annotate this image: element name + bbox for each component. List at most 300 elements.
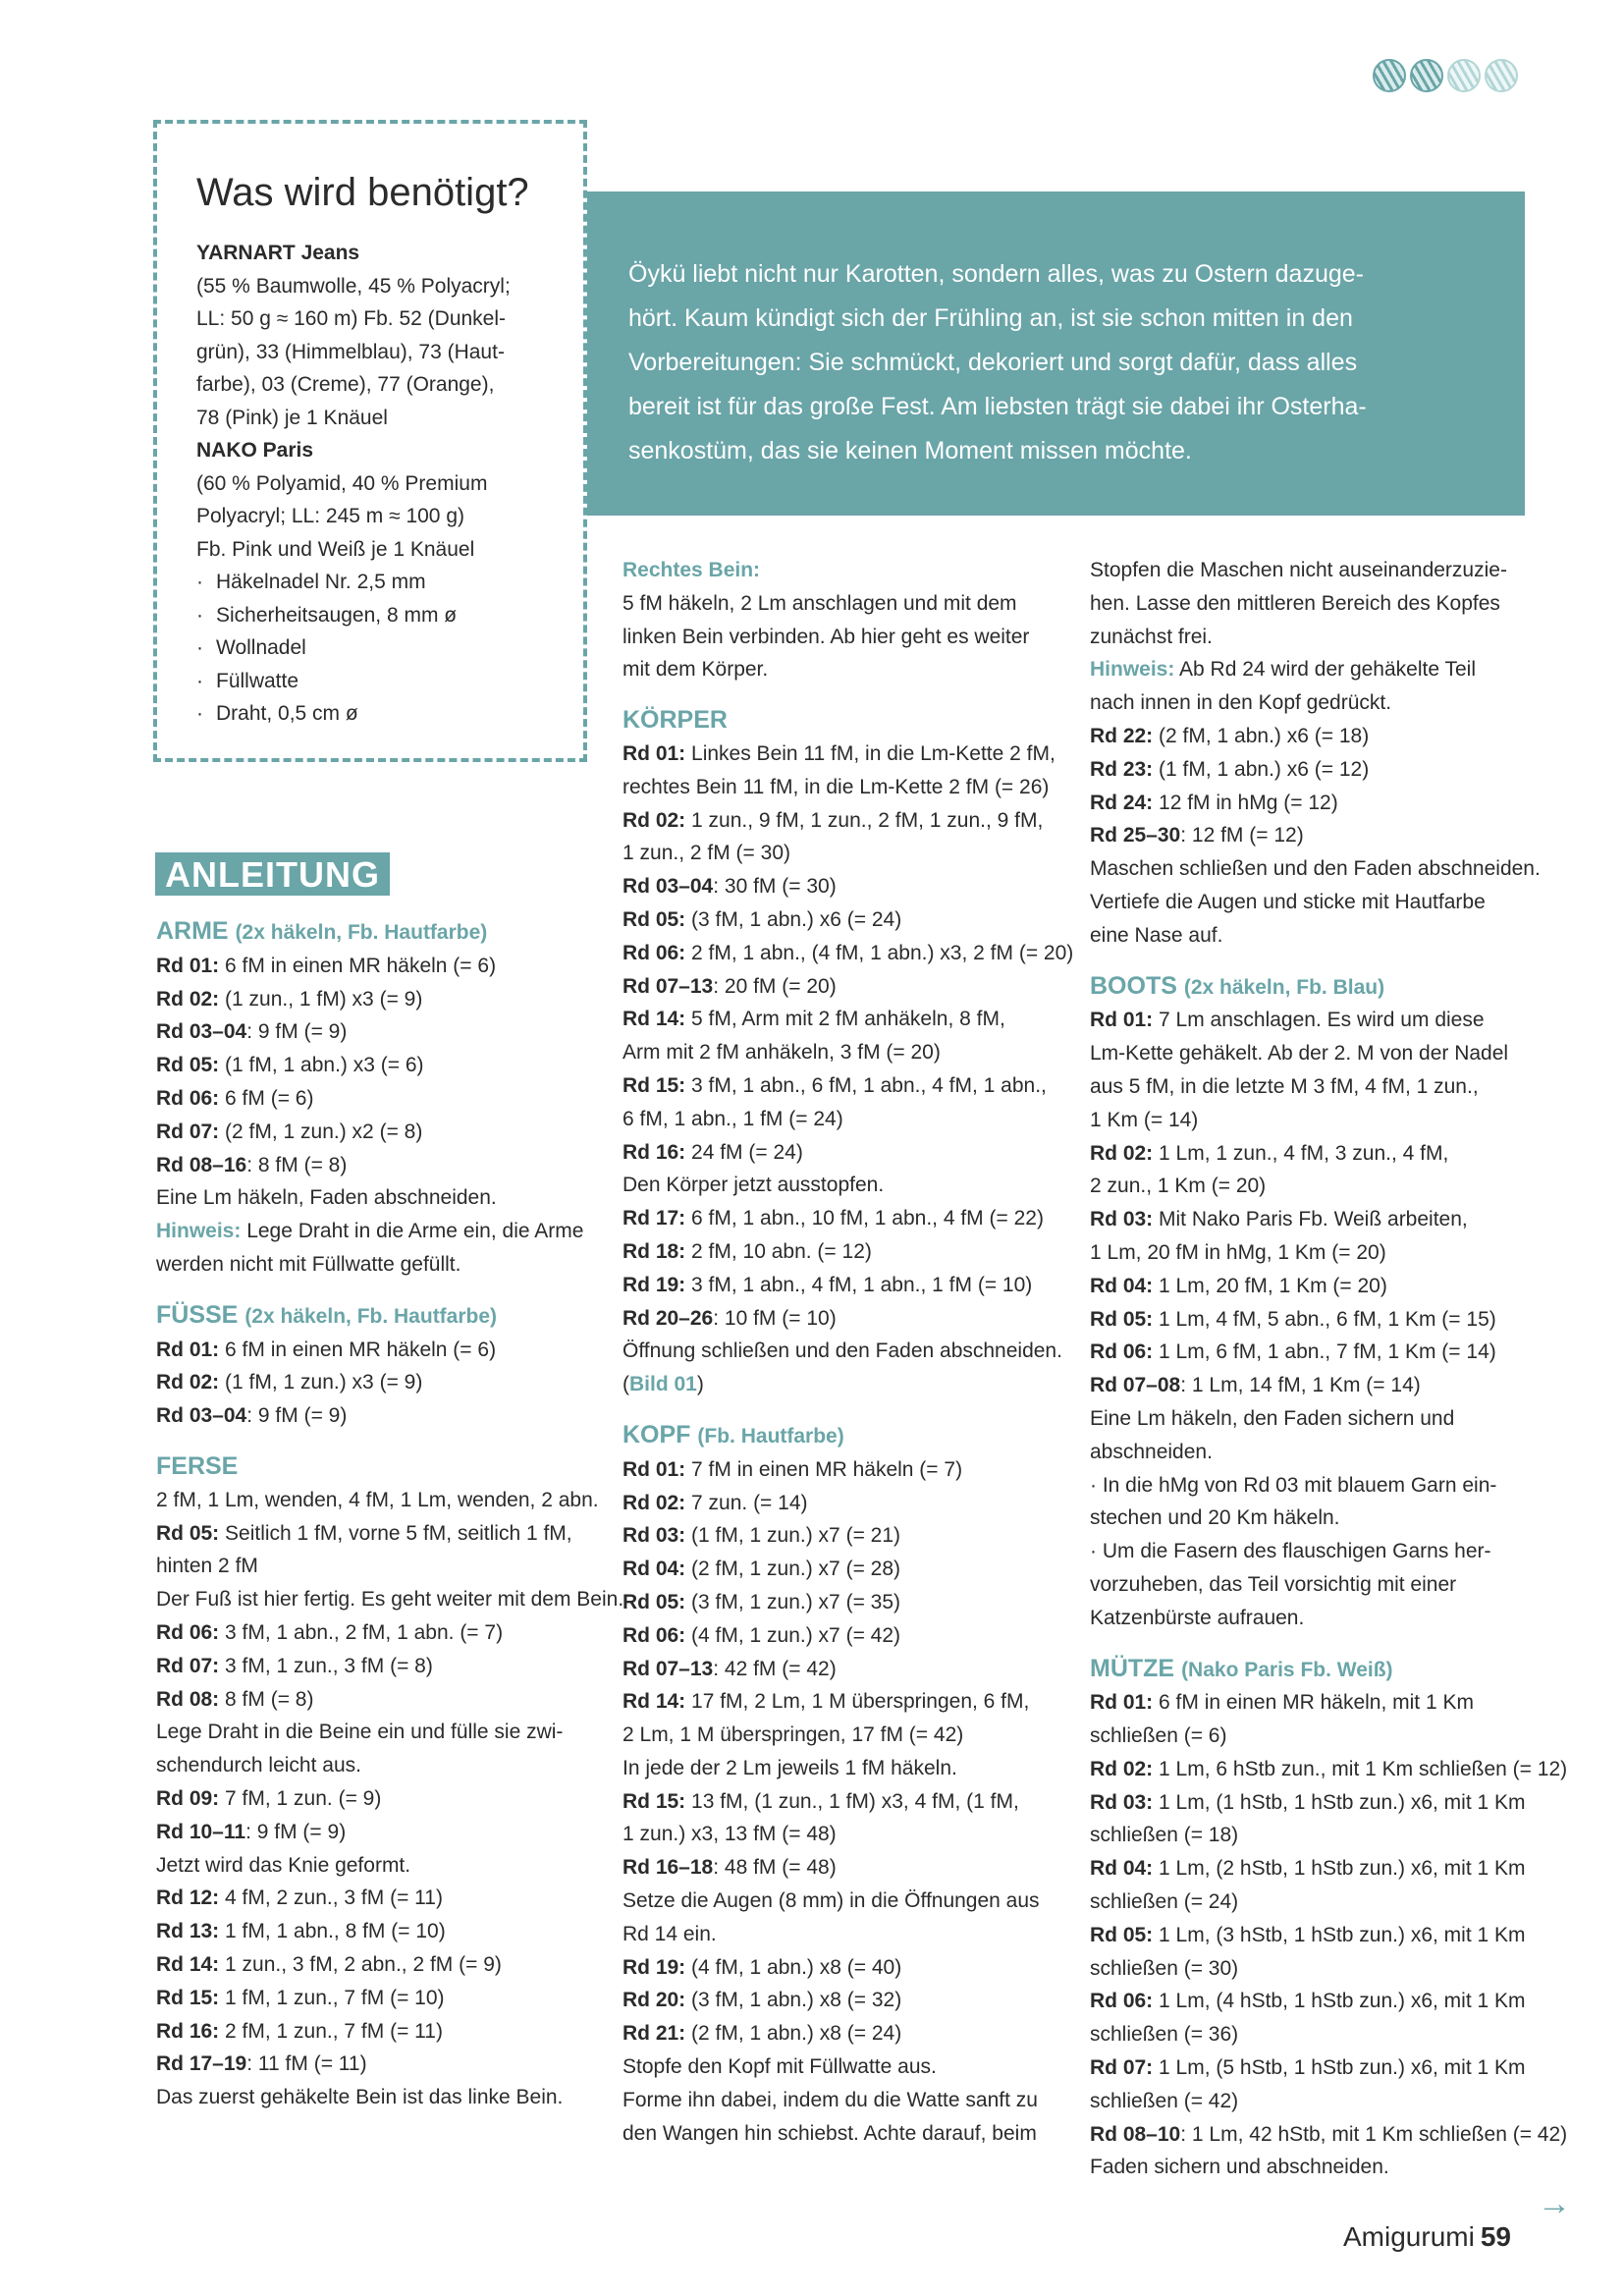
yarn2-line: Fb. Pink und Weiß je 1 Knäuel: [196, 537, 475, 561]
round-label: Rd 15:: [623, 1789, 686, 1813]
instruction-line: [623, 771, 1055, 804]
round-label: Rd 01:: [156, 1338, 220, 1361]
instruction-text: Den Körper jetzt ausstopfen.: [623, 1174, 885, 1197]
heading-label: KOPF: [623, 1420, 691, 1449]
round-text: 6 fM in einen MR häkeln (= 6): [219, 1338, 497, 1361]
instruction-line: [1090, 1952, 1532, 1986]
round-label: Rd 03:: [623, 1524, 686, 1548]
round-label: Rd 03–04: [623, 875, 714, 899]
round-text: (4 fM, 1 zun.) x7 (= 42): [685, 1623, 901, 1647]
yarn1-line: farbe), 03 (Creme), 77 (Orange),: [196, 373, 495, 396]
round-label: Rd 05:: [156, 1054, 220, 1077]
instruction-text: schließen (= 24): [1090, 1890, 1239, 1914]
heading-sub: (Fb. Hautfarbe): [697, 1424, 844, 1448]
instruction-line: [623, 554, 1055, 587]
instruction-line: [1090, 554, 1532, 587]
tools-list: [196, 566, 554, 731]
instruction-line: [1090, 2085, 1532, 2118]
instruction-text: 1 zun.) x3, 13 fM (= 48): [623, 1823, 837, 1846]
round-text: 7 fM, 1 zun. (= 9): [219, 1786, 382, 1810]
instruction-text: Vertiefe die Augen und sticke mit Hautfarbe: [1090, 890, 1486, 913]
instruction-text: Eine Lm häkeln, Faden abschneiden.: [156, 1186, 497, 1210]
instruction-text: 1 Km (= 14): [1090, 1108, 1199, 1131]
instruction-text: schließen (= 30): [1090, 1956, 1239, 1980]
round-text: 24 fM (= 24): [685, 1140, 803, 1164]
round-label: Rd 04:: [1090, 1857, 1154, 1881]
instruction-line: [1090, 1070, 1532, 1104]
instruction-text: linken Bein verbinden. Ab hier geht es weiter: [623, 625, 1030, 648]
intro-line: Vorbereitungen: Sie schmückt, dekoriert und sorgt dafür, dass alles: [628, 349, 1358, 376]
round-label: Rd 01:: [623, 741, 686, 765]
round-text: 17 fM, 2 Lm, 1 M überspringen, 6 fM,: [685, 1690, 1030, 1714]
round-label: Rd 01:: [1090, 1009, 1154, 1032]
spacer: [623, 1401, 1055, 1419]
round-text: 3 fM, 1 abn., 2 fM, 1 abn. (= 7): [219, 1620, 504, 1644]
instruction-text: Der Fuß ist hier fertig. Es geht weiter mit dem Bein.: [156, 1588, 624, 1612]
instruction-line: [156, 1583, 624, 1616]
instruction-line: [1090, 2151, 1532, 2184]
instruction-line: [623, 1202, 1055, 1235]
subheading: Rechtes Bein:: [623, 559, 761, 581]
round-text: 1 Lm, 4 fM, 5 abn., 6 fM, 1 Km (= 15): [1153, 1307, 1496, 1331]
instruction-text: Lege Draht in die Beine ein und fülle sie zwi-: [156, 1721, 564, 1744]
section-heading: [156, 1299, 588, 1334]
instruction-text: Eine Lm häkeln, den Faden sichern und: [1090, 1406, 1455, 1430]
instruction-text: Lm-Kette gehäkelt. Ab der 2. M von der Nadel: [1090, 1042, 1509, 1066]
round-text: 1 zun., 9 fM, 1 zun., 2 fM, 1 zun., 9 fM,: [685, 808, 1044, 832]
round-text: 1 Lm, (2 hStb, 1 hStb zun.) x6, mit 1 Km: [1153, 1857, 1526, 1881]
round-label: Rd 06:: [156, 1620, 220, 1644]
instruction-line: [623, 1553, 1055, 1586]
instruction-line: [623, 1335, 1062, 1368]
round-text: (3 fM, 1 zun.) x7 (= 35): [685, 1590, 901, 1613]
instruction-line: [623, 1951, 1055, 1985]
instruction-text: hinten 2 fM: [156, 1555, 258, 1578]
instruction-line: [156, 1215, 588, 1248]
instruction-line: [156, 1915, 588, 1948]
instruction-line: [623, 1851, 1055, 1885]
round-text: 1 zun., 3 fM, 2 abn., 2 fM (= 9): [219, 1952, 502, 1976]
instruction-line: [1090, 587, 1532, 621]
round-label: Rd 17:: [623, 1207, 686, 1230]
heading-label: KÖRPER: [623, 706, 728, 735]
spacer: [1090, 953, 1532, 970]
round-text: (3 fM, 1 abn.) x8 (= 32): [685, 1989, 902, 2012]
instruction-text: nach innen in den Kopf gedrückt.: [1090, 691, 1392, 715]
round-label: Rd 05:: [623, 1590, 686, 1613]
round-text: (1 fM, 1 abn.) x6 (= 12): [1153, 757, 1370, 781]
instruction-line: [623, 738, 1055, 771]
round-label: Rd 07:: [156, 1120, 220, 1143]
round-label: Rd 23:: [1090, 757, 1154, 781]
instruction-line: [1090, 919, 1532, 953]
instruction-line: [1090, 1819, 1532, 1852]
round-text: (4 fM, 1 abn.) x8 (= 40): [685, 1955, 902, 1979]
instruction-line: [156, 1334, 588, 1367]
yarn1-line: 78 (Pink) je 1 Knäuel: [196, 406, 388, 429]
instruction-text: zunächst frei.: [1090, 625, 1213, 648]
intro-line: hört. Kaum kündigt sich der Frühling an, ist sie schon mitten in den: [628, 304, 1353, 332]
instruction-text: mit dem Körper.: [623, 658, 769, 682]
instruction-line: [1090, 1402, 1532, 1436]
instruction-line: [1090, 1203, 1532, 1236]
instruction-line: [623, 1302, 1055, 1336]
round-text: 7 fM in einen MR häkeln (= 7): [685, 1457, 963, 1481]
tool-item: · Sicherheitsaugen, 8 mm ø: [196, 599, 554, 632]
round-label: Rd 07–08: [1090, 1374, 1181, 1397]
round-label: Rd 08–16: [156, 1153, 247, 1176]
round-label: Rd 19:: [623, 1955, 686, 1979]
round-text: : 30 fM (= 30): [713, 875, 837, 899]
round-label: Rd 14:: [156, 1952, 220, 1976]
instruction-text: Stopfe den Kopf mit Füllwatte aus.: [623, 2055, 937, 2079]
round-label: Rd 04:: [1090, 1274, 1154, 1297]
round-label: Rd 08–10: [1090, 2122, 1181, 2146]
arrow-right-icon: →: [1538, 2185, 1571, 2222]
round-label: Rd 08:: [156, 1687, 220, 1711]
instruction-text: aus 5 fM, in die letzte M 3 fM, 4 fM, 1 zun.,: [1090, 1074, 1479, 1098]
instruction-line: [623, 903, 1055, 937]
round-text: : 8 fM (= 8): [246, 1153, 348, 1176]
instruction-text: Setze die Augen (8 mm) in die Öffnungen aus: [623, 1889, 1040, 1913]
round-text: 3 fM, 1 abn., 6 fM, 1 abn., 4 fM, 1 abn.,: [685, 1073, 1047, 1097]
round-text: : 1 Lm, 42 hStb, mit 1 Km schließen (= 42): [1180, 2122, 1568, 2146]
round-text: (2 fM, 1 abn.) x6 (= 18): [1153, 724, 1370, 747]
round-label: Rd 10–11: [156, 1820, 246, 1843]
round-label: Rd 06:: [1090, 1990, 1154, 2013]
instruction-line: [623, 1719, 1055, 1752]
instruction-line: [1090, 1170, 1532, 1203]
round-text: 1 Lm, (4 hStb, 1 hStb zun.) x6, mit 1 Km: [1153, 1990, 1526, 2013]
instruction-text: den Wangen hin schiebst. Achte darauf, beim: [623, 2121, 1037, 2145]
yarn-ball-icon: [1410, 59, 1443, 92]
instruction-line: [623, 1235, 1055, 1269]
heading-sub: (2x häkeln, Fb. Hautfarbe): [244, 1304, 498, 1328]
instruction-text: vorzuheben, das Teil vorsichtig mit einer: [1090, 1572, 1457, 1596]
intro-line: bereit ist für das große Fest. Am liebsten trägt sie dabei ihr Osterha-: [628, 393, 1367, 420]
instruction-line: [156, 1550, 588, 1583]
round-label: Rd 14:: [623, 1690, 686, 1714]
round-text: : 12 fM (= 12): [1180, 824, 1304, 847]
image-ref: Bild 01: [629, 1373, 697, 1396]
round-label: Rd 01:: [1090, 1691, 1154, 1715]
instruction-text: schließen (= 18): [1090, 1824, 1239, 1847]
round-text: 13 fM, (1 zun., 1 fM) x3, 4 fM, (1 fM,: [685, 1789, 1019, 1813]
instruction-text: 2 fM, 1 Lm, wenden, 4 fM, 1 Lm, wenden, 2 abn.: [156, 1488, 599, 1511]
page-footer: [1343, 2221, 1511, 2253]
instruction-line: [623, 937, 1074, 970]
instruction-line: [156, 1248, 588, 1282]
instruction-line: [1090, 1919, 1532, 1952]
round-label: Rd 02:: [1090, 1757, 1154, 1780]
instruction-line: [623, 1136, 1055, 1170]
instruction-line: [1090, 686, 1532, 720]
yarn1-name: YARNART Jeans: [196, 242, 360, 264]
instruction-text: rechtes Bein 11 fM, in die Lm-Kette 2 fM (= 26): [623, 775, 1050, 798]
round-text: : 48 fM (= 48): [713, 1856, 837, 1880]
instruction-line: [623, 621, 1055, 654]
instruction-line: [1090, 819, 1532, 852]
round-text: (1 zun., 1 fM) x3 (= 9): [219, 987, 423, 1011]
instruction-line: [623, 1818, 1055, 1851]
instruction-text: eine Nase auf.: [1090, 923, 1223, 947]
section-heading: [156, 1450, 588, 1484]
round-text: Seitlich 1 fM, vorne 5 fM, seitlich 1 fM,: [219, 1521, 572, 1545]
yarn1-line: grün), 33 (Himmelblau), 73 (Haut-: [196, 340, 505, 363]
round-text: Mit Nako Paris Fb. Weiß arbeiten,: [1153, 1208, 1468, 1231]
instruction-text: · In die hMg von Rd 03 mit blauem Garn ein-: [1090, 1473, 1497, 1497]
yarn-ball-icon: [1447, 59, 1481, 92]
hint-label: Hinweis:: [1090, 658, 1175, 682]
instruction-line: [1090, 2018, 1532, 2051]
instruction-line: [156, 1015, 588, 1049]
round-label: Rd 02:: [156, 987, 220, 1011]
round-text: 3 fM, 1 zun., 3 fM (= 8): [219, 1654, 433, 1677]
instruction-text: Katzenbürste aufrauen.: [1090, 1606, 1305, 1629]
instruction-line: [623, 2117, 1055, 2151]
instruction-line: [1090, 1602, 1532, 1635]
instruction-line: [156, 1484, 599, 1517]
round-label: Rd 09:: [156, 1786, 220, 1810]
instruction-line: [1090, 1985, 1532, 2018]
round-text: : 20 fM (= 20): [713, 974, 837, 998]
section-heading: [156, 915, 588, 950]
round-text: 6 fM, 1 abn., 10 fM, 1 abn., 4 fM (= 22): [685, 1207, 1044, 1230]
round-text: 8 fM (= 8): [219, 1687, 314, 1711]
instruction-line: [623, 1685, 1055, 1719]
instruction-line: [1090, 1720, 1532, 1753]
instruction-line: [1090, 653, 1532, 686]
instruction-line: [623, 870, 1055, 903]
round-text: 6 fM in einen MR häkeln, mit 1 Km: [1153, 1691, 1474, 1715]
instruction-text: Maschen schließen und den Faden abschneiden.: [1090, 857, 1541, 881]
yarn-ball-icon: [1485, 59, 1518, 92]
round-label: Rd 05:: [156, 1521, 220, 1545]
section-title: ANLEITUNG: [155, 852, 390, 896]
round-label: Rd 14:: [623, 1008, 686, 1031]
round-text: 1 Lm, 6 hStb zun., mit 1 Km schließen (= 12): [1153, 1757, 1568, 1780]
round-label: Rd 03:: [1090, 1208, 1154, 1231]
round-label: Rd 05:: [1090, 1307, 1154, 1331]
instruction-line: [156, 1049, 588, 1082]
tool-item: · Füllwatte: [196, 665, 554, 698]
round-label: Rd 05:: [1090, 1923, 1154, 1946]
yarn1-line: LL: 50 g ≈ 160 m) Fb. 52 (Dunkel-: [196, 307, 507, 330]
round-label: Rd 15:: [623, 1073, 686, 1097]
instruction-text: 1 Lm, 20 fM in hMg, 1 Km (= 20): [1090, 1240, 1386, 1264]
instructions-column-2: [623, 554, 1074, 2150]
spacer: [1090, 1635, 1532, 1653]
round-label: Rd 06:: [1090, 1340, 1154, 1364]
round-text: (1 fM, 1 zun.) x3 (= 9): [219, 1371, 423, 1394]
instruction-text: 6 fM, 1 abn., 1 fM (= 24): [623, 1107, 843, 1130]
instruction-line: [1090, 1786, 1532, 1820]
round-text: : 11 fM (= 11): [246, 2052, 367, 2076]
instruction-line: [623, 1785, 1055, 1819]
instruction-line: [156, 1616, 588, 1650]
round-label: Rd 06:: [156, 1086, 220, 1110]
round-label: Rd 16–18: [623, 1856, 714, 1880]
instruction-line: [156, 1181, 588, 1215]
instruction-text: 5 fM häkeln, 2 Lm anschlagen und mit dem: [623, 591, 1017, 615]
round-text: : 42 fM (= 42): [713, 1657, 837, 1680]
round-text: (1 fM, 1 zun.) x7 (= 21): [685, 1524, 901, 1548]
section-heading: [1090, 970, 1532, 1005]
yarn2-line: (60 % Polyamid, 40 % Premium: [196, 471, 488, 495]
round-text: 4 fM, 2 zun., 3 fM (= 11): [219, 1886, 443, 1910]
round-label: Rd 04:: [623, 1558, 686, 1581]
round-text: 3 fM, 1 abn., 4 fM, 1 abn., 1 fM (= 10): [685, 1273, 1033, 1296]
round-label: Rd 16:: [156, 2019, 220, 2043]
spacer: [156, 1433, 588, 1450]
instruction-line: [156, 1882, 588, 1915]
instruction-line: [1090, 1686, 1532, 1720]
instruction-line: [156, 1982, 588, 2015]
page-number: 59: [1480, 2221, 1511, 2252]
instruction-line: [1090, 1852, 1532, 1886]
round-text: : 10 fM (= 10): [713, 1306, 837, 1330]
instruction-line: [156, 1399, 588, 1433]
round-text: 1 Lm, (3 hStb, 1 hStb zun.) x6, mit 1 Km: [1153, 1923, 1526, 1946]
round-label: Rd 07:: [1090, 2056, 1154, 2080]
instruction-text: 2 Lm, 1 M überspringen, 17 fM (= 42): [623, 1723, 964, 1747]
round-label: Rd 19:: [623, 1273, 686, 1296]
round-text: 7 Lm anschlagen. Es wird um diese: [1153, 1009, 1485, 1032]
instruction-line: [623, 2017, 1055, 2050]
round-text: 6 fM in einen MR häkeln (= 6): [219, 954, 497, 977]
instruction-text: Öffnung schließen und den Faden abschneiden.: [623, 1339, 1062, 1363]
instruction-line: [623, 1003, 1055, 1036]
instruction-line: [623, 1885, 1055, 1918]
round-text: : 9 fM (= 9): [246, 1020, 348, 1044]
instruction-line: [623, 837, 1055, 870]
instruction-line: [1090, 753, 1532, 787]
instruction-line: [623, 2050, 1055, 2084]
round-text: 1 fM, 1 zun., 7 fM (= 10): [219, 1986, 445, 2009]
round-label: Rd 03–04: [156, 1404, 247, 1428]
instruction-line: [623, 1653, 1055, 1686]
instruction-line: [1090, 1469, 1532, 1503]
round-label: Rd 06:: [623, 941, 686, 964]
instruction-line: [1090, 1236, 1532, 1270]
instruction-line: [156, 1517, 588, 1551]
section-heading: [623, 1419, 1055, 1453]
instruction-line: [623, 1036, 1055, 1069]
round-text: Linkes Bein 11 fM, in die Lm-Kette 2 fM,: [685, 741, 1056, 765]
hint-label: Hinweis:: [156, 1220, 242, 1243]
instruction-text: Forme ihn dabei, indem du die Watte sanft zu: [623, 2088, 1038, 2111]
instruction-text: Faden sichern und abschneiden.: [1090, 2156, 1389, 2179]
instruction-line: [156, 1816, 588, 1849]
spacer: [156, 1282, 588, 1299]
instruction-line: [156, 1650, 588, 1683]
instruction-line: [1090, 1137, 1532, 1171]
instruction-line: [623, 1368, 1055, 1401]
round-label: Rd 15:: [156, 1986, 220, 2009]
materials-box: [153, 120, 587, 762]
instruction-line: [1090, 621, 1532, 654]
instruction-text: schließen (= 36): [1090, 2023, 1239, 2047]
round-text: (2 fM, 1 zun.) x7 (= 28): [685, 1558, 901, 1581]
heading-label: MÜTZE: [1090, 1654, 1175, 1682]
round-label: Rd 17–19: [156, 2052, 247, 2076]
round-label: Rd 25–30: [1090, 824, 1181, 847]
heading-sub: (2x häkeln, Fb. Blau): [1183, 975, 1385, 999]
instruction-text: hen. Lasse den mittleren Bereich des Kopfes: [1090, 591, 1500, 615]
tool-item: · Wollnadel: [196, 631, 554, 665]
round-label: Rd 02:: [623, 1491, 686, 1514]
instruction-line: [1090, 1104, 1532, 1137]
instruction-line: [1090, 1886, 1532, 1919]
round-text: (2 fM, 1 zun.) x2 (= 8): [219, 1120, 423, 1143]
round-label: Rd 22:: [1090, 724, 1154, 747]
instruction-line: [623, 970, 1055, 1004]
instructions-column-3: [1090, 554, 1568, 2184]
round-label: Rd 20:: [623, 1989, 686, 2012]
instruction-line: [156, 2048, 588, 2081]
round-label: Rd 07–13: [623, 1657, 714, 1680]
instruction-line: [1090, 1568, 1532, 1602]
round-label: Rd 02:: [1090, 1141, 1154, 1165]
heading-label: FERSE: [156, 1451, 239, 1480]
ref-post: ): [696, 1373, 704, 1396]
instruction-line: [1090, 1753, 1568, 1786]
instruction-line: [623, 1519, 1055, 1553]
round-text: 1 Lm, (1 hStb, 1 hStb zun.) x6, mit 1 Km: [1153, 1790, 1526, 1814]
round-text: 1 Lm, 20 fM, 1 Km (= 20): [1153, 1274, 1387, 1297]
ref-pre: (: [623, 1373, 629, 1396]
round-label: Rd 02:: [623, 808, 686, 832]
instruction-line: [1090, 1502, 1532, 1535]
instruction-line: [1090, 1037, 1532, 1070]
instruction-line: [156, 1116, 588, 1149]
instruction-text: Rd 14 ein.: [623, 1922, 717, 1945]
instruction-text: werden nicht mit Füllwatte gefüllt.: [156, 1252, 461, 1276]
instruction-line: [623, 1918, 1055, 1951]
hint-text: Lege Draht in die Arme ein, die Arme: [241, 1220, 584, 1243]
instruction-text: · Um die Fasern des flauschigen Garns her-: [1090, 1540, 1491, 1563]
tool-item: · Draht, 0,5 cm ø: [196, 697, 554, 731]
round-text: 1 Lm, 1 zun., 4 fM, 3 zun., 4 fM,: [1153, 1141, 1449, 1165]
instruction-text: abschneiden.: [1090, 1440, 1213, 1463]
round-text: (1 fM, 1 abn.) x3 (= 6): [219, 1054, 424, 1077]
instruction-line: [1090, 1303, 1532, 1337]
instruction-line: [156, 983, 588, 1016]
round-label: Rd 12:: [156, 1886, 220, 1910]
round-label: Rd 21:: [623, 2022, 686, 2046]
round-text: 1 Lm, (5 hStb, 1 hStb zun.) x6, mit 1 Km: [1153, 2056, 1526, 2080]
instruction-line: [1090, 720, 1532, 753]
round-text: : 9 fM (= 9): [246, 1404, 348, 1428]
instruction-line: [156, 1683, 588, 1717]
round-label: Rd 06:: [623, 1623, 686, 1647]
instruction-line: [623, 1169, 1055, 1202]
instruction-line: [1090, 1270, 1532, 1303]
intro-line: senkostüm, das sie keinen Moment missen möchte.: [628, 437, 1192, 465]
round-text: : 9 fM (= 9): [245, 1820, 347, 1843]
round-label: Rd 03–04: [156, 1020, 247, 1044]
instruction-line: [156, 2081, 588, 2114]
instruction-line: [1090, 886, 1532, 919]
heading-sub: (2x häkeln, Fb. Hautfarbe): [235, 921, 488, 944]
round-label: Rd 01:: [623, 1457, 686, 1481]
instruction-line: [156, 1849, 588, 1883]
heading-label: FÜSSE: [156, 1300, 239, 1329]
instruction-line: [1090, 1535, 1532, 1568]
yarn2-line: Polyacryl; LL: 245 m ≈ 100 g): [196, 505, 464, 527]
heading-sub: (Nako Paris Fb. Weiß): [1181, 1658, 1393, 1681]
round-label: Rd 13:: [156, 1920, 220, 1943]
